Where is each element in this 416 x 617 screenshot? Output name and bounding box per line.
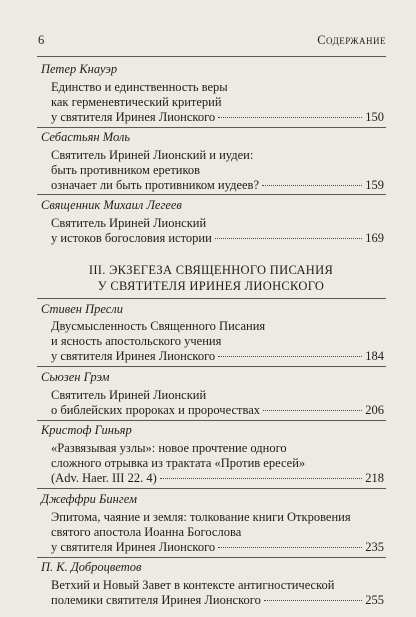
entry-page-number: 150 <box>365 110 384 124</box>
entry-title-line: Эпитома, чаяние и земля: толкование книги Откровения <box>51 510 351 524</box>
entry-title-line: «Развязывая узлы»: новое прочтение одного <box>51 441 287 455</box>
entry-title-end: у истоков богословия истории <box>51 231 212 245</box>
entry-page-number: 235 <box>365 540 384 554</box>
entry-title-end: у святителя Иринея Лионского <box>51 110 216 124</box>
section-heading-line: III. ЭКЗЕГЕЗА СВЯЩЕННОГО ПИСАНИЯ <box>88 263 334 277</box>
section-heading-line: У СВЯТИТЕЛЯ ИРИНЕЯ ЛИОНСКОГО <box>97 279 325 293</box>
entry-author: Кристоф Гиньяр <box>41 423 132 437</box>
running-head <box>38 33 386 51</box>
entry-divider <box>37 366 386 367</box>
entry-last-line <box>51 593 384 608</box>
leader-dots <box>263 410 362 411</box>
leader-dots <box>218 356 362 357</box>
leader-dots <box>215 238 362 239</box>
entry-divider <box>37 194 386 195</box>
entry-title-line: сложного отрывка из трактата «Против ересей» <box>51 456 306 470</box>
entry-title-line: Святитель Ириней Лионский <box>51 388 207 402</box>
entry-last-line <box>51 178 384 193</box>
entry-title-line: святого апостола Иоанна Богослова <box>51 525 242 539</box>
entry-title-line: Ветхий и Новый Завет в контексте антигностической <box>51 578 335 592</box>
leader-dots <box>262 185 362 186</box>
entry-divider <box>37 420 386 421</box>
entry-author: Священник Михаил Легеев <box>41 198 182 212</box>
page-number: 6 <box>38 33 45 47</box>
entry-page-number: 184 <box>365 349 384 363</box>
entry-page-number: 255 <box>365 593 384 607</box>
entry-last-line <box>51 540 384 555</box>
entry-title-end: у святителя Иринея Лионского <box>51 540 216 554</box>
entry-title-line: Святитель Ириней Лионский и иудеи: <box>51 148 254 162</box>
entry-author: Петер Кнауэр <box>41 62 118 76</box>
section-divider <box>37 298 386 299</box>
entry-page-number: 206 <box>365 403 384 417</box>
entry-title-line: как герменевтический критерий <box>51 95 222 109</box>
entry-title-end: означает ли быть противником иудеев? <box>51 178 259 192</box>
entry-last-line <box>51 110 384 125</box>
leader-dots <box>160 478 363 479</box>
entry-last-line <box>51 349 384 364</box>
entry-title-line: и ясность апостольского учения <box>51 334 222 348</box>
leader-dots <box>218 117 362 118</box>
entry-last-line <box>51 403 384 418</box>
entry-author: Сьюзен Грэм <box>41 370 110 384</box>
entry-page-number: 169 <box>365 231 384 245</box>
entry-title-end: у святителя Иринея Лионского <box>51 349 216 363</box>
entry-author: Себастьян Моль <box>41 130 131 144</box>
running-title: Содержание <box>317 33 386 47</box>
entry-title-line: быть противником еретиков <box>51 163 201 177</box>
entry-title-end: о библейских пророках и пророчествах <box>51 403 261 417</box>
entry-author: Стивен Пресли <box>41 302 124 316</box>
entry-divider <box>37 488 386 489</box>
entry-page-number: 159 <box>365 178 384 192</box>
entry-last-line <box>51 471 384 486</box>
leader-dots <box>218 547 362 548</box>
entry-page-number: 218 <box>365 471 384 485</box>
entry-title-line: Двусмысленность Священного Писания <box>51 319 266 333</box>
entry-last-line <box>51 231 384 246</box>
entry-title-line: Святитель Ириней Лионский <box>51 216 207 230</box>
entry-title-end: полемики святителя Иринея Лионского <box>51 593 261 607</box>
entry-title-line: Единство и единственность веры <box>51 80 228 94</box>
entry-author: П. К. Доброцветов <box>41 560 142 574</box>
entry-divider <box>37 127 386 128</box>
leader-dots <box>264 600 362 601</box>
entry-title-end: (Adv. Haer. III 22. 4) <box>51 471 157 485</box>
header-rule <box>37 56 386 57</box>
entry-author: Джеффри Бингем <box>41 492 137 506</box>
entry-divider <box>37 557 386 558</box>
